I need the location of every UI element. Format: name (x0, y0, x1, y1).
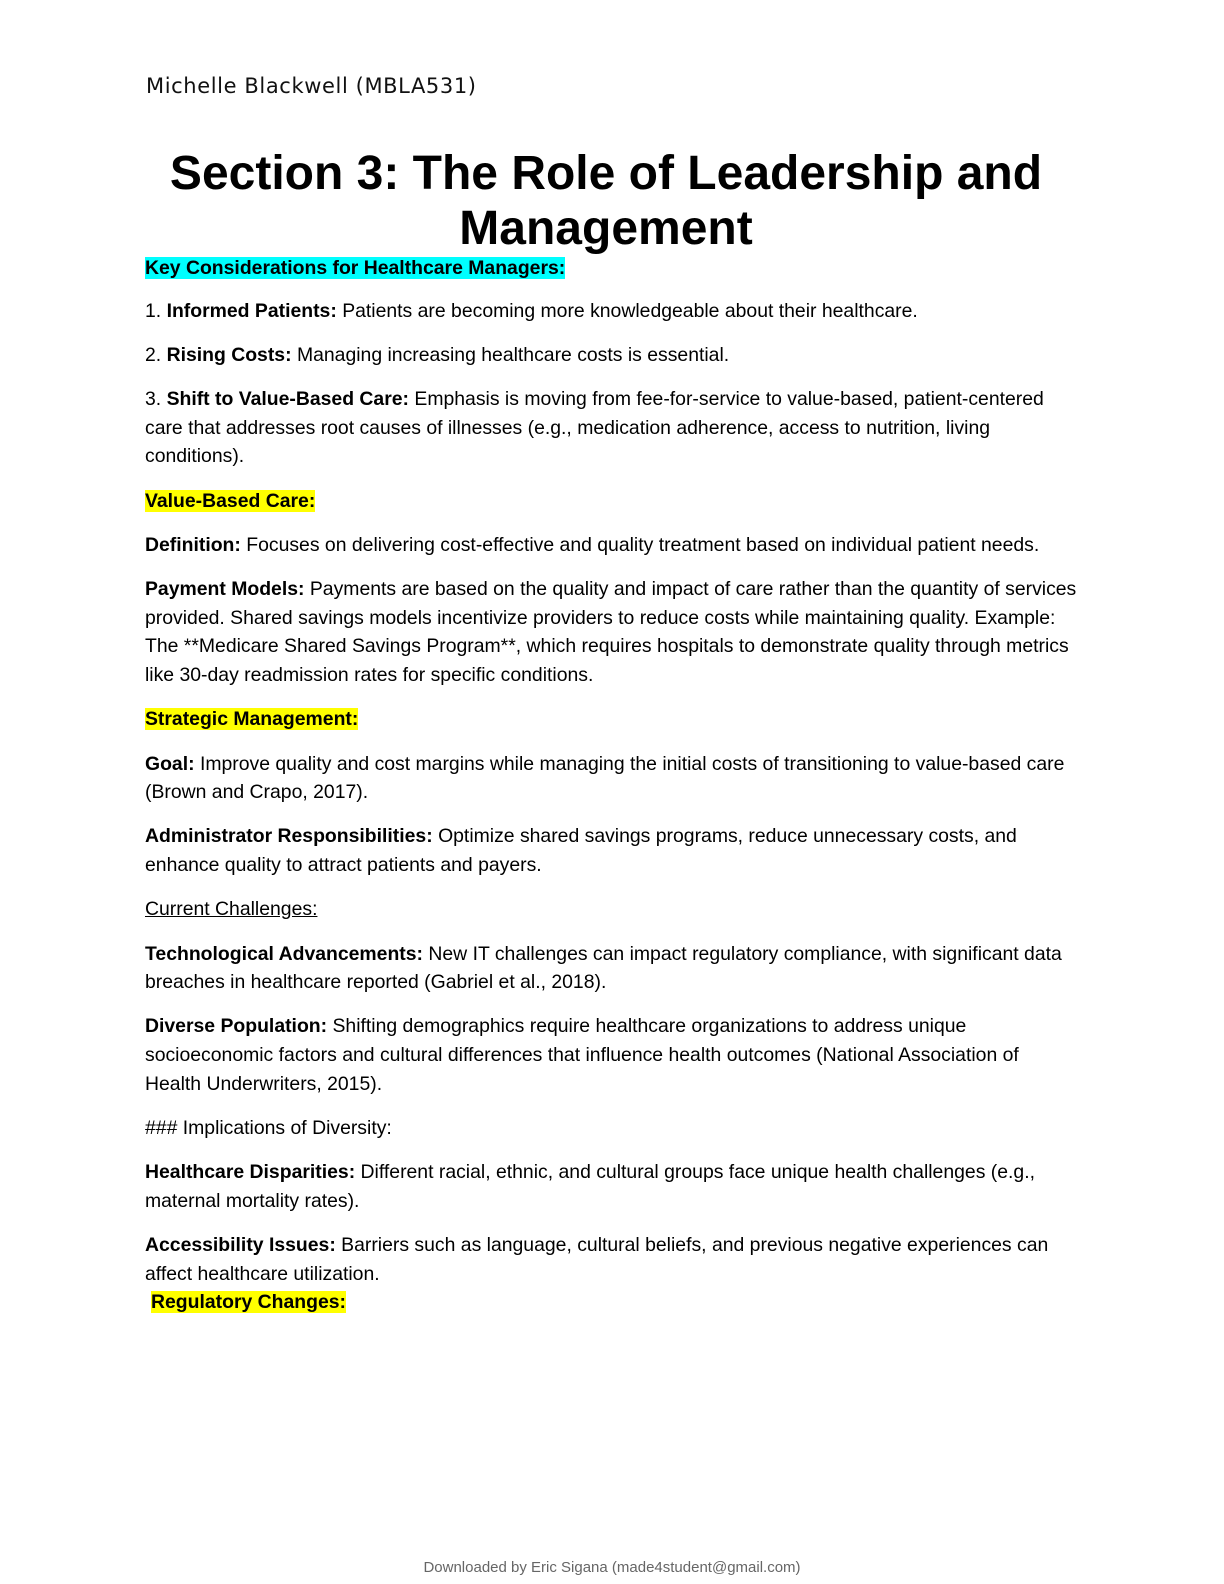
implications-heading: ### Implications of Diversity: (145, 1116, 392, 1139)
value-based-care-heading: Value-Based Care: (145, 489, 316, 512)
definition-paragraph: Definition: Focuses on delivering cost-effective and quality treatment based on individual patient needs. (145, 533, 1040, 556)
technological-advancements-paragraph: Technological Advancements: New IT challenges can impact regulatory compliance, with significant data breaches in healthcare reported (Gabriel et al., 2018). (145, 942, 1062, 994)
diverse-population-paragraph: Diverse Population: Shifting demographics require healthcare organizations to address unique socioeconomic factors and cultural differences that influence health outcomes (National Association of Health Underwriters, 2015). (145, 1015, 1019, 1095)
regulatory-changes-heading: Regulatory Changes: (151, 1291, 347, 1314)
current-challenges-heading: Current Challenges: (145, 898, 318, 921)
healthcare-disparities-paragraph: Healthcare Disparities: Different racial, ethnic, and cultural groups face unique health challenges (e.g., maternal mortality rates). (145, 1161, 1035, 1212)
consideration-text: Patients are becoming more knowledgeable about their healthcare. (342, 299, 918, 322)
author-name: Michelle Blackwell (MBLA531) (146, 74, 477, 98)
consideration-item: 3. Shift to Value-Based Care: Emphasis is moving from fee-for-service to value-based, patient-centered care that addresses root causes of illnesses (e.g., medication adherence, access to nutrition, living conditions). (145, 388, 1044, 468)
consideration-text: Managing increasing healthcare costs is essential. (296, 343, 730, 366)
consideration-item: 1. Informed Patients: Patients are becoming more knowledgeable about their healthcare. (145, 299, 918, 322)
key-considerations-heading: Key Considerations for Healthcare Managers: (145, 257, 566, 279)
download-footer: Downloaded by Eric Sigana (made4student@gmail.com) (423, 1559, 801, 1576)
payment-models-paragraph: Payment Models: Payments are based on the quality and impact of care rather than the quantity of services provided. Shared savings models incentivize providers to reduce costs while maintaining quality. Example: The **Medicare Shared Savings Program**, which requires hospitals to demonstrate quality through metrics like 30-day readmission rates for specific conditions. (145, 578, 1077, 686)
consideration-term: Rising Costs: (166, 343, 292, 366)
administrator-responsibilities-paragraph: Administrator Responsibilities: Optimize shared savings programs, reduce unnecessary costs, and enhance quality to attract patients and payers. (145, 825, 1017, 876)
consideration-text: Emphasis is moving from fee-for-service to value-based, patient-centered care that addresses root causes of illnesses (e.g., medication adherence, access to nutrition, living conditions). (145, 388, 1044, 468)
consideration-term: Shift to Value-Based Care: (166, 388, 410, 411)
accessibility-issues-paragraph: Accessibility Issues: Barriers such as language, cultural beliefs, and previous negative experiences can affect healthcare utilization. (145, 1234, 1049, 1285)
document-body (145, 254, 1080, 1333)
consideration-term: Informed Patients: (166, 299, 337, 322)
page-title: Section 3: The Role of Leadership and Management (169, 147, 1043, 255)
goal-paragraph: Goal: Improve quality and cost margins while managing the initial costs of transitioning to value-based care (Brown and Crapo, 2017). (145, 752, 1065, 804)
strategic-management-heading: Strategic Management: (145, 708, 359, 731)
consideration-item: 2. Rising Costs: Managing increasing healthcare costs is essential. (145, 343, 730, 366)
